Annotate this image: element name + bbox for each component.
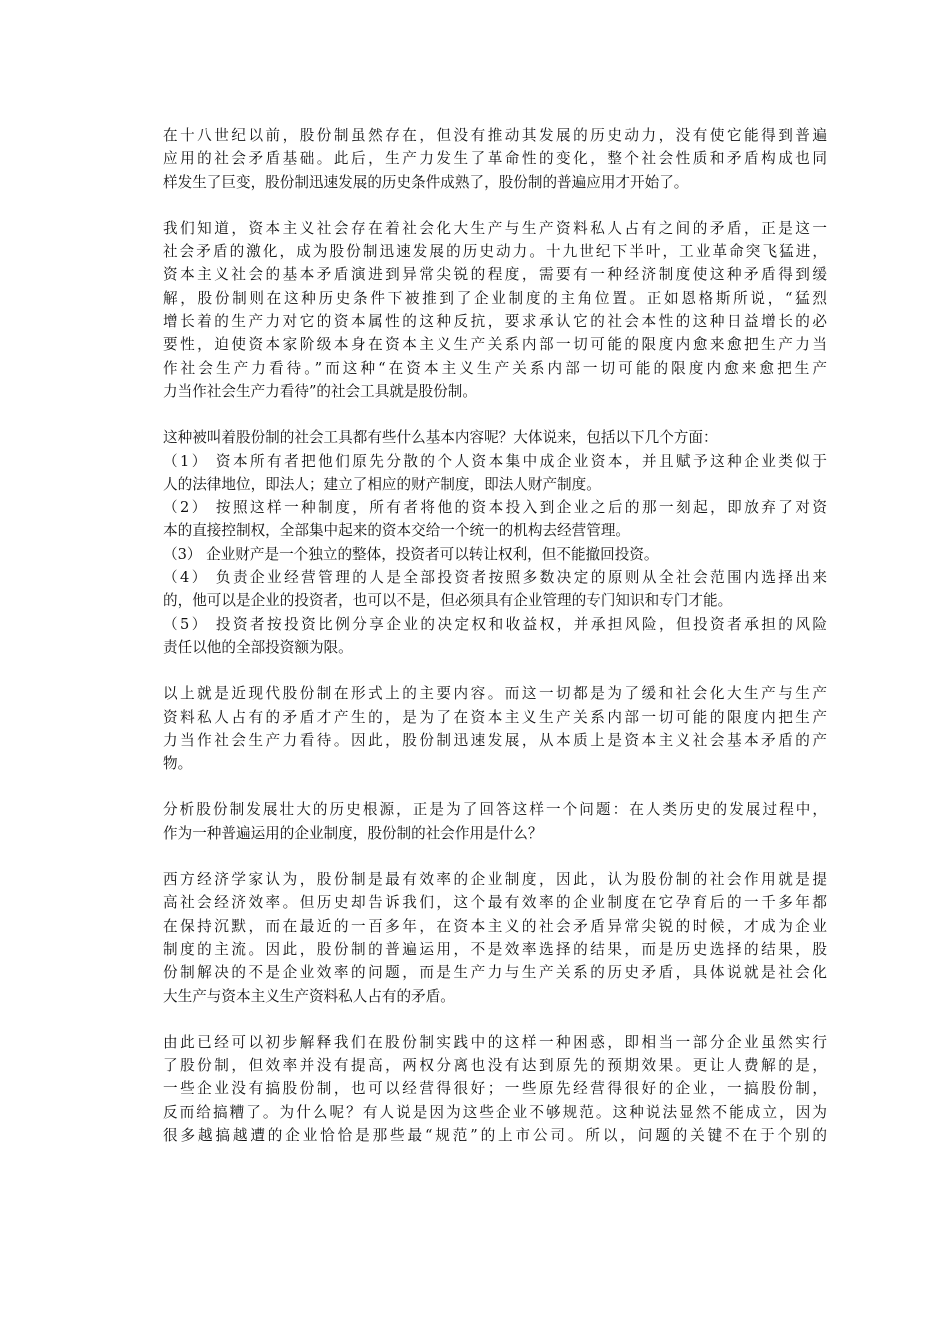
text-line: 很多越搞越遭的企业恰恰是那些最“规范”的上市公司。所以，问题的关键不在于个别的 [163, 1126, 827, 1144]
text-line: 的，他可以是企业的投资者，也可以不是，但必须具有企业管理的专门知识和专门才能。 [163, 592, 733, 610]
text-line: 解，股份制则在这种历史条件下被推到了企业制度的主角位置。正如恩格斯所说，“猛烈 [163, 289, 827, 307]
text-line: 制度的主流。因此，股份制的普遍运用，不是效率选择的结果，而是历史选择的结果，股 [163, 940, 827, 958]
paragraph-7 [163, 1031, 827, 1147]
paragraph-1 [163, 124, 827, 194]
text-line: 一些企业没有搞股份制，也可以经营得很好；一些原先经营得很好的企业，一搞股份制， [163, 1080, 827, 1098]
text-line: 分析股份制发展壮大的历史根源，正是为了回答这样一个问题：在人类历史的发展过程中， [163, 801, 827, 819]
text-line: 反而给搞糟了。为什么呢？有人说是因为这些企业不够规范。这种说法显然不能成立，因为 [163, 1103, 827, 1121]
list-item-3: （3） 企业财产是一个独立的整体，投资者可以转让权利，但不能撤回投资。 [163, 545, 659, 563]
text-line: 要性，迫使资本家阶级本身在资本主义生产关系内部一切可能的限度内愈来愈把生产力当 [163, 336, 827, 354]
list-item-5: （5） 投资者按投资比例分享企业的决定权和收益权，并承担风险，但投资者承担的风险 [163, 615, 827, 633]
text-line: 样发生了巨变，股份制迅速发展的历史条件成熟了，股份制的普遍应用才开始了。 [163, 173, 689, 191]
text-line: 份制解决的不是企业效率的问题，而是生产力与生产关系的历史矛盾，具体说就是社会化 [163, 964, 827, 982]
text-line: 责任以他的全部投资额为限。 [163, 638, 353, 656]
text-line: 应用的社会矛盾基础。此后，生产力发生了革命性的变化，整个社会性质和矛盾构成也同 [163, 150, 827, 168]
text-line: 我们知道，资本主义社会存在着社会化大生产与生产资料私人占有之间的矛盾，正是这一 [163, 219, 827, 237]
text-line: 资本主义社会的基本矛盾演进到异常尖锐的程度，需要有一种经济制度使这种矛盾得到缓 [163, 266, 827, 284]
text-line: 物。 [163, 755, 193, 773]
text-line: 以上就是近现代股份制在形式上的主要内容。而这一切都是为了缓和社会化大生产与生产 [163, 685, 827, 703]
text-line: 大生产与资本主义生产资料私人占有的矛盾。 [163, 987, 455, 1005]
text-line: 人的法律地位，即法人；建立了相应的财产制度，即法人财产制度。 [163, 475, 601, 493]
text-line: 力当作社会生产力看待”的社会工具就是股份制。 [163, 382, 477, 400]
text-line: 在保持沉默，而在最近的一百多年，在资本主义的社会矛盾异常尖锐的时候，才成为企业 [163, 917, 827, 935]
text-line: 在十八世纪以前，股份制虽然存在，但没有推动其发展的历史动力，没有使它能得到普遍 [163, 127, 827, 144]
text-line: 社会矛盾的激化，成为股份制迅速发展的历史动力。十九世纪下半叶，工业革命突飞猛进， [163, 243, 827, 261]
document-page [163, 124, 827, 1170]
paragraph-6 [163, 868, 827, 1008]
text-line: 作为一种普遍运用的企业制度，股份制的社会作用是什么？ [163, 824, 543, 842]
text-line: 增长着的生产力对它的资本属性的这种反抗，要求承认它的社会本性的这种日益增长的必 [163, 313, 827, 331]
paragraph-5 [163, 798, 827, 845]
paragraph-4 [163, 682, 827, 775]
list-item-1: （1） 资本所有者把他们原先分散的个人资本集中成企业资本，并且赋予这种企业类似于 [163, 452, 827, 470]
text-line: 这种被叫着股份制的社会工具都有些什么基本内容呢？大体说来，包括以下几个方面： [163, 429, 718, 447]
text-line: 西方经济学家认为，股份制是最有效率的企业制度，因此，认为股份制的社会作用就是提 [163, 871, 827, 889]
text-line: 高社会经济效率。但历史却告诉我们，这个最有效率的企业制度在它孕育后的一千多年都 [163, 894, 827, 912]
list-item-4: （4） 负责企业经营管理的人是全部投资者按照多数决定的原则从全社会范围内选择出来 [163, 569, 827, 587]
text-line: 了股份制，但效率并没有提高，两权分离也没有达到原先的预期效果。更让人费解的是， [163, 1057, 827, 1075]
text-line: 资料私人占有的矛盾才产生的，是为了在资本主义生产关系内部一切可能的限度内把生产 [163, 708, 827, 726]
text-line: 作社会生产力看待。”而这种“在资本主义生产关系内部一切可能的限度内愈来愈把生产 [163, 359, 827, 377]
paragraph-2 [163, 217, 827, 403]
text-line: 力当作社会生产力看待。因此，股份制迅速发展，从本质上是资本主义社会基本矛盾的产 [163, 731, 827, 749]
text-line: 由此已经可以初步解释我们在股份制实践中的这样一种困惑，即相当一部分企业虽然实行 [163, 1033, 827, 1051]
list-item-2: （2） 按照这样一种制度，所有者将他的资本投入到企业之后的那一刻起，即放弃了对资 [163, 499, 827, 517]
text-line: 本的直接控制权，全部集中起来的资本交给一个统一的机构去经营管理。 [163, 522, 631, 540]
paragraph-3 [163, 426, 827, 659]
